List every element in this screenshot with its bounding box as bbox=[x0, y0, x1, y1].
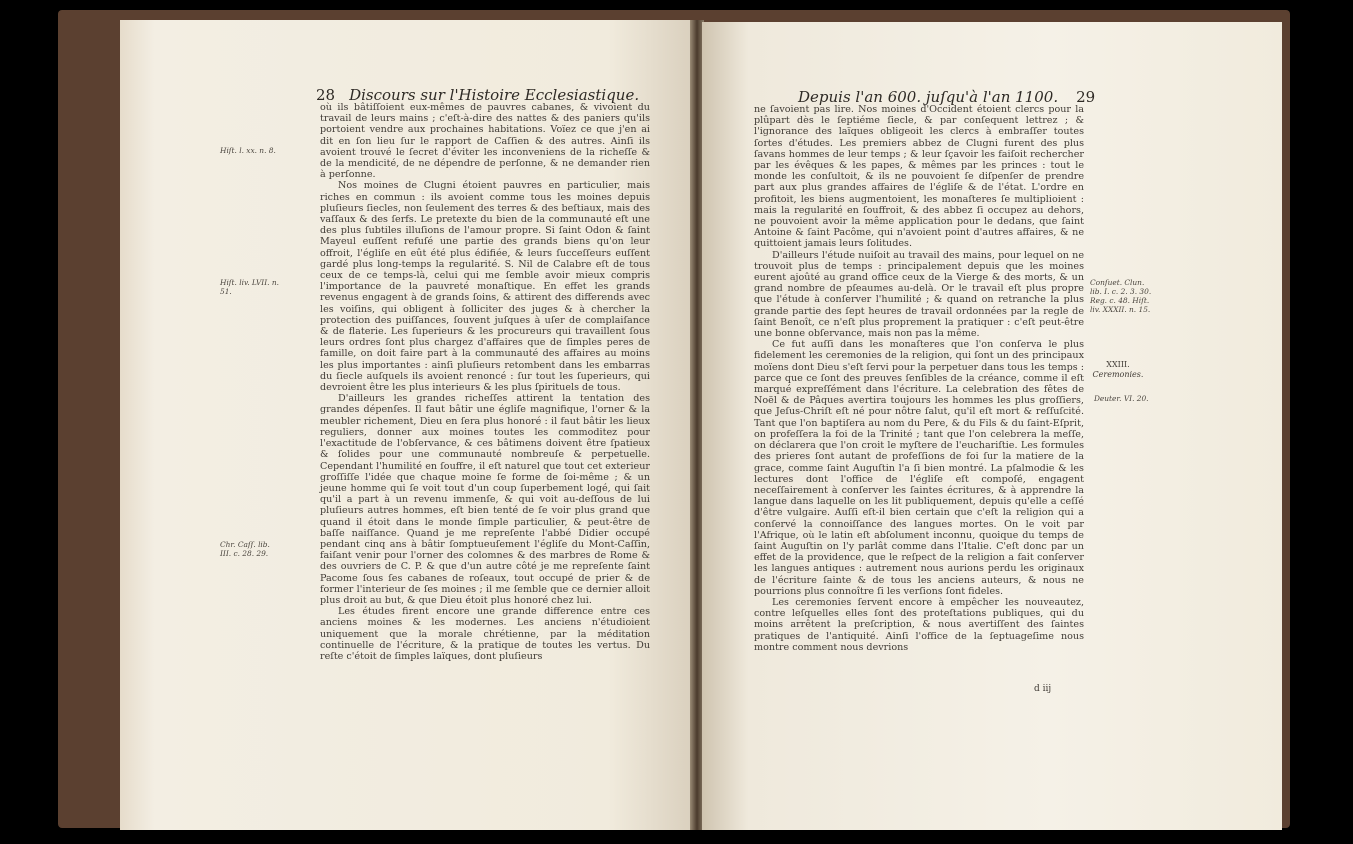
margin-note: Deuter. VI. 20. bbox=[1094, 394, 1149, 403]
margin-note: Hiſt. l. xx. n. 8. bbox=[220, 146, 276, 155]
page-number-left: 28 bbox=[316, 86, 336, 104]
section-title: Ceremonies. bbox=[1092, 370, 1144, 379]
right-page bbox=[702, 22, 1282, 830]
right-body bbox=[754, 104, 1084, 653]
paragraph: Nos moines de Clugni étoient pauvres en particulier, mais riches en commun : ils avoient comme tous les moines depuis pluſieurs ſiecles, non ſeulement des terres & des beſtiaux, mais des vaſſaux & des ſerfs. Le pretexte du bien de la communauté eſt une des plus ſubtiles illuſions de l'amour propre. Si ſaint Odon & ſaint Mayeul euſſent refuſé une partie des grands biens qu'on leur offroit, l'égliſe en eût été plus édifiée, & leurs ſucceſſeurs euſſent gardé plus long-temps la regularité. S. Nil de Calabre eſt de tous ceux de ce temps-là, celui qui me ſemble avoir mieux compris l'importance de la pauvreté monaſtique. En effet les grands revenus engagent à de grands ſoins, & attirent des differends avec les voiſins, qui obligent à ſolliciter des juges & à chercher la protection des puiſſances, ſouvent juſques à uſer de complaiſance & de flaterie. Les ſuperieurs & les procureurs qui travaillent ſous leurs ordres ſont plus chargez d'affaires que de ſimples peres de famille, on doit faire part à la communauté des affaires au moins les plus importantes : ainſi pluſieurs retombent dans les embarras du ſiecle auſquels ils avoient renoncé : ſur tout les ſuperieurs, qui devroient être les plus interieurs & les plus ſpirituels de tous. bbox=[320, 180, 650, 394]
paragraph: ne ſavoient pas lire. Nos moines d'Occident étoient clercs pour la plûpart dès le ſeptiéme ſiecle, & par conſequent lettrez ; & l'ignorance des laïques obligeoit les clercs à embraſſer toutes ſortes d'études. Les premiers abbez de Clugni furent des plus ſavans hommes de leur temps ; & leur ſçavoir les faiſoit rechercher par les évêques & les papes, & mêmes par les princes : tout le monde les conſultoit, & ils ne pouvoient ſe diſpenſer de prendre part aux plus grandes affaires de l'égliſe & de l'état. L'ordre en profitoit, les biens augmentoient, les monaſteres ſe multiplioient : mais la regularité en ſouffroit, & des abbez ſi occupez au dehors, ne pouvoient avoir la même application pour le dedans, que ſaint Antoine & ſaint Pacôme, qui n'avoient point d'autres affaires, & ne quittoient jamais leurs ſolitudes. bbox=[754, 104, 1084, 250]
margin-note: Conſuet. Clun. lib. I. c. 2. 3. 30. Reg. c. 48. Hiſt. liv. XXXII. n. 15. bbox=[1090, 278, 1152, 314]
margin-note: Hiſt. liv. LVII. n. 51. bbox=[220, 278, 279, 296]
left-body bbox=[320, 102, 650, 662]
running-title-left: Discours sur l'Histoire Ecclesiastique. bbox=[349, 86, 640, 104]
paragraph: Les ceremonies ſervent encore à empêcher les nouveautez, contre leſquelles elles ſont des proteſtations publiques, qui du moins arrêtent la preſcription, & nous avertiſſent des ſaintes pratiques de l'antiquité. Ainſi l'office de la ſeptuageſime nous montre comment nous devrions bbox=[754, 596, 1084, 653]
section-number bbox=[1086, 360, 1150, 380]
paragraph: où ils bâtiſſoient eux-mêmes de pauvres cabanes, & vivoient du travail de leurs mains ; c'eſt-à-dire des nattes & des paniers qu'ils portoient vendre aux prochaines habitations. Voïez ce que j'en ai dit en ſon lieu ſur le rapport de Caſſien & des autres. Ainſi ils avoient trouvé le ſecret d'éviter les inconveniens de la richeſſe & de la mendicité, de ne dépendre de perſonne, & ne demander rien à perſonne. bbox=[320, 102, 650, 181]
page-number-right: 29 bbox=[1076, 88, 1096, 106]
paragraph: D'ailleurs l'étude nuiſoit au travail des mains, pour lequel on ne trouvoit plus de temps : principalement depuis que les moines eurent ajoûté au grand office ceux de la Vierge & des morts, & un grand nombre de pſeaumes au-delà. Or le travail eſt plus propre que l'étude à conſerver l'humilité ; & quand on retranche la plus grande partie des ſept heures de travail ordonnées par la regle de ſaint Benoît, ce n'eſt plus proprement la pratiquer : c'eſt peut-être une bonne obſervance, mais non pas la même. bbox=[754, 249, 1084, 340]
margin-note: Chr. Caſſ. lib. III. c. 28. 29. bbox=[220, 540, 270, 558]
paragraph: D'ailleurs les grandes richeſſes attirent la tentation des grandes dépenſes. Il faut bâtir une égliſe magnifique, l'orner & la meubler richement, Dieu en ſera plus honoré : il faut bâtir les lieux reguliers, donner aux moines toutes les commoditez pour l'exactitude de l'obſervance, & ces bâtimens doivent être ſpatieux & ſolides pour une communauté nombreuſe & perpetuelle. Cependant l'humilité en ſouffre, il eſt naturel que tout cet exterieur groſſiſſe l'idée que chaque moine ſe forme de ſoi-même ; & un jeune homme qui ſe voit tout d'un coup ſuperbement logé, qui ſait qu'il a part à un revenu immenſe, & qui voit au-deſſous de lui pluſieurs autres hommes, eſt bien tenté de ſe voir plus grand que quand il étoit dans le monde ſimple particulier, & peut-être de baſſe naiſſance. Quand je me repreſente l'abbé Didier occupé pendant cinq ans à bâtir ſomptueuſement l'égliſe du Mont-Caſſin, faiſant venir pour l'orner des colomnes & des marbres de Rome & des ouvriers de C. P. & que d'un autre côté je me repreſente ſaint Pacome ſous ſes cabanes de roſeaux, tout occupé de prier & de former l'interieur de ſes moines ; il me ſemble que ce dernier alloit plus droit au but, & que Dieu étoit plus honoré chez lui. bbox=[320, 393, 650, 606]
left-page bbox=[120, 20, 695, 830]
section-number-label: XXIII. bbox=[1106, 360, 1130, 369]
running-title-right: Depuis l'an 600. juſqu'à l'an 1100. bbox=[798, 88, 1059, 106]
paragraph: Les études firent encore une grande difference entre ces anciens moines & les modernes. Les anciens n'étudioient uniquement que la morale chrétienne, par la méditation continuelle de l'écriture, & la pratique de toutes les vertus. Du reſte c'étoit de ſimples laïques, dont pluſieurs bbox=[320, 606, 650, 662]
signature-mark: d iij bbox=[1034, 684, 1052, 694]
paragraph: Ce fut auſſi dans les monaſteres que l'on conſerva le plus fidelement les ceremonies de la religion, qui ſont un des principaux moïens dont Dieu s'eſt ſervi pour la perpetuer dans tous les temps : parce que ce ſont des preuves ſenſibles de la créance, comme il eſt marqué expreſſément dans l'écriture. La celebration des fêtes de Noël & de Pâques avertira toujours les hommes les plus groſſiers, que Jeſus-Chriſt eſt né pour nôtre ſalut, qu'il eſt mort & reſſuſcité. Tant que l'on baptiſera au nom du Pere, & du Fils & du ſaint-Eſprit, on profeſſera la foi de la Trinité ; tant que l'on celebrera la meſſe, on déclarera que l'on croit le myſtere de l'euchariſtie. Les formules des prieres ſont autant de profeſſions de foi ſur la matiere de la grace, comme ſaint Auguſtin l'a ſi bien montré. La pſalmodie & les lectures dont l'office de l'égliſe eſt compoſé, engagent neceſſairement à conſerver les ſaintes écritures, & à apprendre la langue dans laquelle on les lit publiquement, depuis qu'elle a ceſſé d'être vulgaire. Auſſi eſt-il bien certain que c'eſt la religion qui a conſervé la connoiſſance des langues mortes. On le voit par l'Afrique, où le latin eſt abſolument inconnu, quoique du temps de ſaint Auguſtin on l'y parlât comme dans l'Italie. C'eſt donc par un effet de la providence, que le reſpect de la religion a fait conſerver les langues antiques : autrement nous aurions perdu les originaux de l'écriture ſainte & de tous les anciens auteurs, & nous ne pourrions plus connoître ſi les verſions ſont fideles. bbox=[754, 339, 1084, 597]
